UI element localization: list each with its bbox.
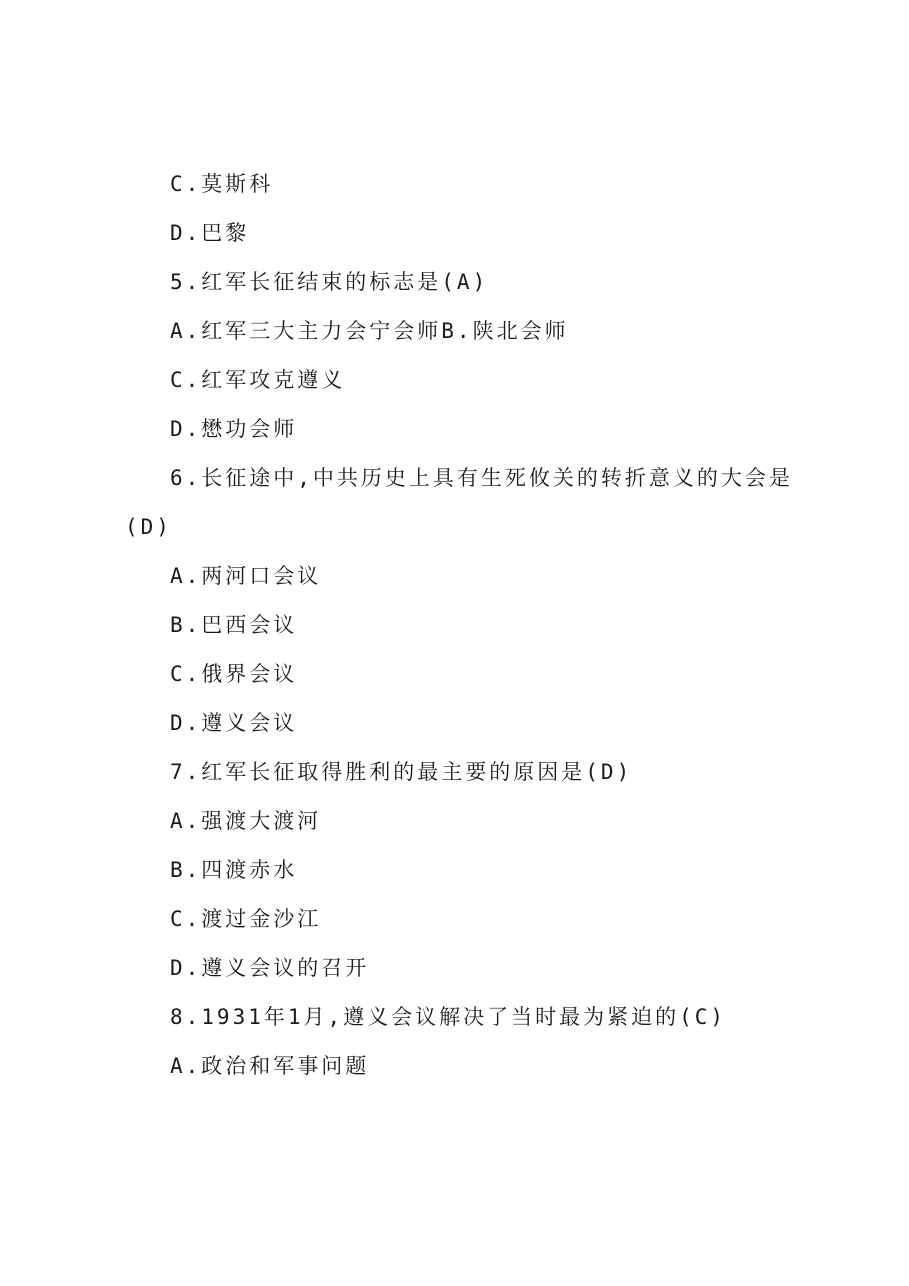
question-line: 8.1931年1月,遵义会议解决了当时最为紧迫的(C) <box>170 1005 727 1029</box>
option-line: C.渡过金沙江 <box>170 907 322 931</box>
option-line: C.红军攻克遵义 <box>170 368 346 392</box>
option-line: D.巴黎 <box>170 221 250 245</box>
option-line: C.莫斯科 <box>170 172 274 196</box>
option-line: A.红军三大主力会宁会师B.陕北会师 <box>170 319 569 343</box>
option-line: B.四渡赤水 <box>170 858 298 882</box>
option-line: D.懋功会师 <box>170 417 298 441</box>
document-body <box>125 160 805 1091</box>
option-line: A.两河口会议 <box>170 564 322 588</box>
option-line: D.遵义会议 <box>170 711 298 735</box>
option-line: A.政治和军事问题 <box>170 1054 370 1078</box>
question-line: 7.红军长征取得胜利的最主要的原因是(D) <box>170 760 633 784</box>
question-line: 6.长征途中,中共历史上具有生死攸关的转折意义的大会是 <box>170 466 793 490</box>
question-line-continuation: (D) <box>125 515 172 539</box>
option-line: D.遵义会议的召开 <box>170 956 370 980</box>
option-line: A.强渡大渡河 <box>170 809 322 833</box>
option-line: C.俄界会议 <box>170 662 298 686</box>
question-line: 5.红军长征结束的标志是(A) <box>170 270 489 294</box>
option-line: B.巴西会议 <box>170 613 298 637</box>
